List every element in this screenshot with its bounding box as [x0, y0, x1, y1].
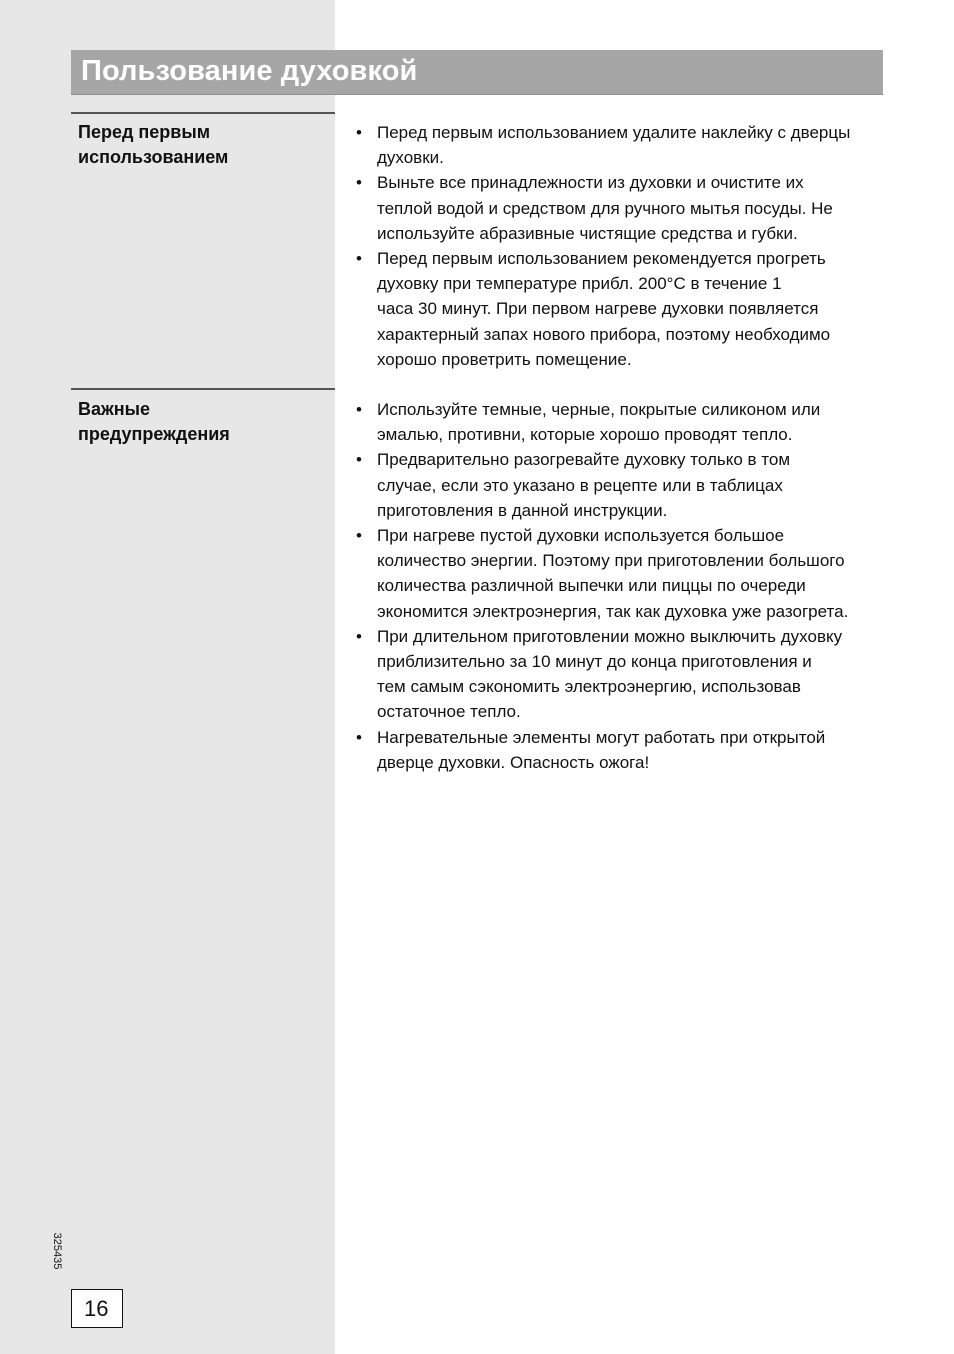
bullet-item	[356, 624, 896, 725]
bullet-item	[356, 397, 896, 447]
heading-line: предупреждения	[78, 424, 230, 444]
bullet-list-before-first-use	[356, 120, 896, 372]
bullet-line: приблизительно за 10 минут до конца приготовления и	[377, 652, 812, 672]
bullet-line: духовки.	[377, 148, 444, 168]
bullet-item	[356, 523, 896, 624]
bullet-line: Используйте темные, черные, покрытые силиконом или	[377, 400, 821, 419]
bullet-line: Выньте все принадлежности из духовки и очистите их	[377, 173, 804, 193]
bullet-line: характерный запах нового прибора, поэтому необходимо	[377, 324, 831, 344]
section-divider	[71, 388, 335, 390]
bullet-line: Перед первым использованием рекомендуется прогреть	[377, 249, 826, 269]
bullet-icon: •	[356, 727, 362, 747]
section-heading-before-first-use	[78, 120, 328, 170]
bullet-line: остаточное тепло.	[377, 702, 521, 722]
bullet-line: случае, если это указано в рецепте или в таблицах	[377, 475, 783, 495]
section-divider	[71, 112, 335, 114]
bullet-line: тем самым сэкономить электроэнергию, использовав	[377, 677, 801, 697]
bullet-item	[356, 447, 896, 523]
bullet-line: часа 30 минут. При первом нагреве духовки появляется	[377, 299, 819, 319]
left-margin-column	[0, 0, 335, 1354]
bullet-line: При нагреве пустой духовки используется большое	[377, 526, 785, 546]
bullet-line: духовку при температуре прибл. 200°C в течение 1	[377, 274, 782, 294]
bullet-line: Перед первым использованием удалите наклейку с дверцы	[377, 123, 851, 142]
heading-line: Важные	[78, 399, 151, 419]
bullet-line: хорошо проветрить помещение.	[377, 349, 632, 369]
bullet-icon: •	[356, 626, 362, 646]
page-title-bar	[71, 50, 883, 95]
document-code: 325435	[51, 1232, 63, 1270]
heading-line: Перед первым	[78, 122, 211, 142]
bullet-icon: •	[356, 123, 362, 142]
heading-line: использованием	[78, 147, 229, 167]
bullet-line: экономится электроэнергия, так как духовка уже разогрета.	[377, 601, 849, 621]
bullet-icon: •	[356, 249, 362, 269]
bullet-item	[356, 120, 896, 170]
bullet-line: Предварительно разогревайте духовку только в том	[377, 450, 791, 470]
bullet-icon: •	[356, 526, 362, 546]
bullet-line: количества различной выпечки или пиццы по очереди	[377, 576, 806, 596]
bullet-line: теплой водой и средством для ручного мытья посуды. Не	[377, 198, 833, 218]
bullet-line: дверце духовки. Опасность ожога!	[377, 752, 650, 772]
bullet-line: используйте абразивные чистящие средства и губки.	[377, 223, 798, 243]
bullet-item	[356, 725, 896, 775]
bullet-item	[356, 170, 896, 246]
bullet-line: приготовления в данной инструкции.	[377, 500, 668, 520]
bullet-list-important-warnings	[356, 397, 896, 775]
bullet-icon: •	[356, 400, 362, 419]
bullet-line: При длительном приготовлении можно выключить духовку	[377, 626, 843, 646]
page-number-box: 16	[71, 1289, 123, 1328]
bullet-icon: •	[356, 173, 362, 193]
section-heading-important-warnings	[78, 397, 328, 447]
bullet-line: Нагревательные элементы могут работать при открытой	[377, 727, 826, 747]
page-title: Пользование духовкой	[81, 55, 418, 87]
bullet-item	[356, 246, 896, 372]
bullet-line: эмалью, противни, которые хорошо проводят тепло.	[377, 425, 793, 445]
bullet-line: количество энергии. Поэтому при приготовлении большого	[377, 551, 845, 571]
bullet-icon: •	[356, 450, 362, 470]
